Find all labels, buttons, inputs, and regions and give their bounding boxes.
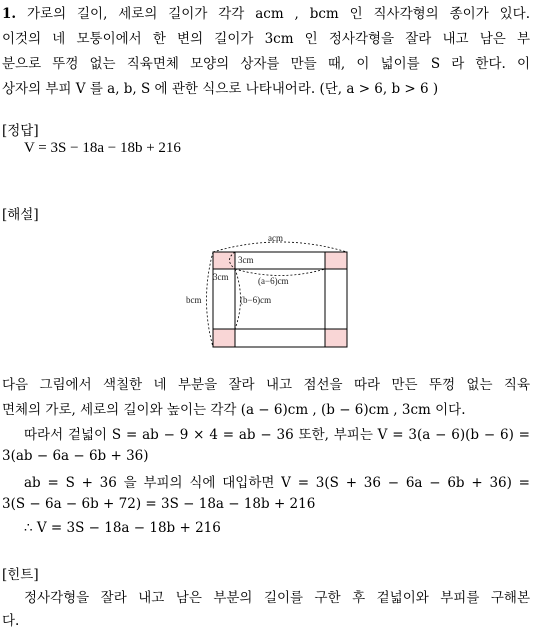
problem-number: 1. [2,6,17,22]
label-a-6: (a−6)cm [258,276,289,286]
label-3cm-top: 3cm [238,255,254,265]
solution-line-6: 3(S − 6a − 6b + 72) = 3S − 18a − 18b + 216 [2,496,316,512]
solution-line-4: 3(ab − 6a − 6b + 36) [2,448,149,464]
solution-line-2: 면체의 가로, 세로의 길이와 높이는 각각 (a − 6)cm , (b − 6)cm , 3cm 이다. [2,402,466,418]
answer-formula: V = 3S − 18a − 18b + 216 [24,140,181,156]
problem-line-4: 상자의 부피 V 를 a, b, S 에 관한 식으로 나타내어라. (단, a > 6, b > 6 ) [2,81,439,97]
label-b: bcm [186,295,202,305]
corner-square-tr [325,252,347,269]
solution-heading: [해설] [2,207,39,223]
label-b-6: (b−6)cm [240,295,272,305]
problem-text-1: 가로의 길이, 세로의 길이가 각각 acm , bcm 인 직사각형의 종이가 있다. [26,6,530,22]
corner-square-bl [213,329,235,347]
label-a: acm [268,233,283,243]
answer-heading: [정답] [2,123,39,139]
hint-line-2: 다. [2,613,20,629]
problem-line-2: 이것의 네 모퉁이에서 한 변의 길이가 3cm 인 정사각형을 잘라 내고 남은 부 [2,31,530,47]
solution-line-1: 다음 그림에서 색칠한 네 부분을 잘라 내고 점선을 따라 만든 뚜껑 없는 직육 [2,377,530,393]
problem-line-3: 분으로 뚜껑 없는 직육면체 모양의 상자를 만들 때, 이 넓이를 S 라 한다. 이 [2,56,530,72]
hint-heading: [힌트] [2,567,39,583]
label-3cm-side: 3cm [213,272,229,282]
problem-line-1 [2,2,530,22]
corner-square-tl [213,252,235,269]
solution-line-5: ab = S + 36 을 부피의 식에 대입하면 V = 3(S + 36 − 6a − 6b + 36) = [24,475,530,491]
solution-line-3: 따라서 겉넓이 S = ab − 9 × 4 = ab − 36 또한, 부피는 V = 3(a − 6)(b − 6) = [24,427,530,443]
hint-line-1: 정사각형을 잘라 내고 남은 부분의 길이를 구한 후 겉넓이와 부피를 구해본 [24,590,530,606]
net-diagram [180,232,352,354]
corner-square-br [325,329,347,347]
solution-conclusion: ∴ V = 3S − 18a − 18b + 216 [24,520,221,536]
